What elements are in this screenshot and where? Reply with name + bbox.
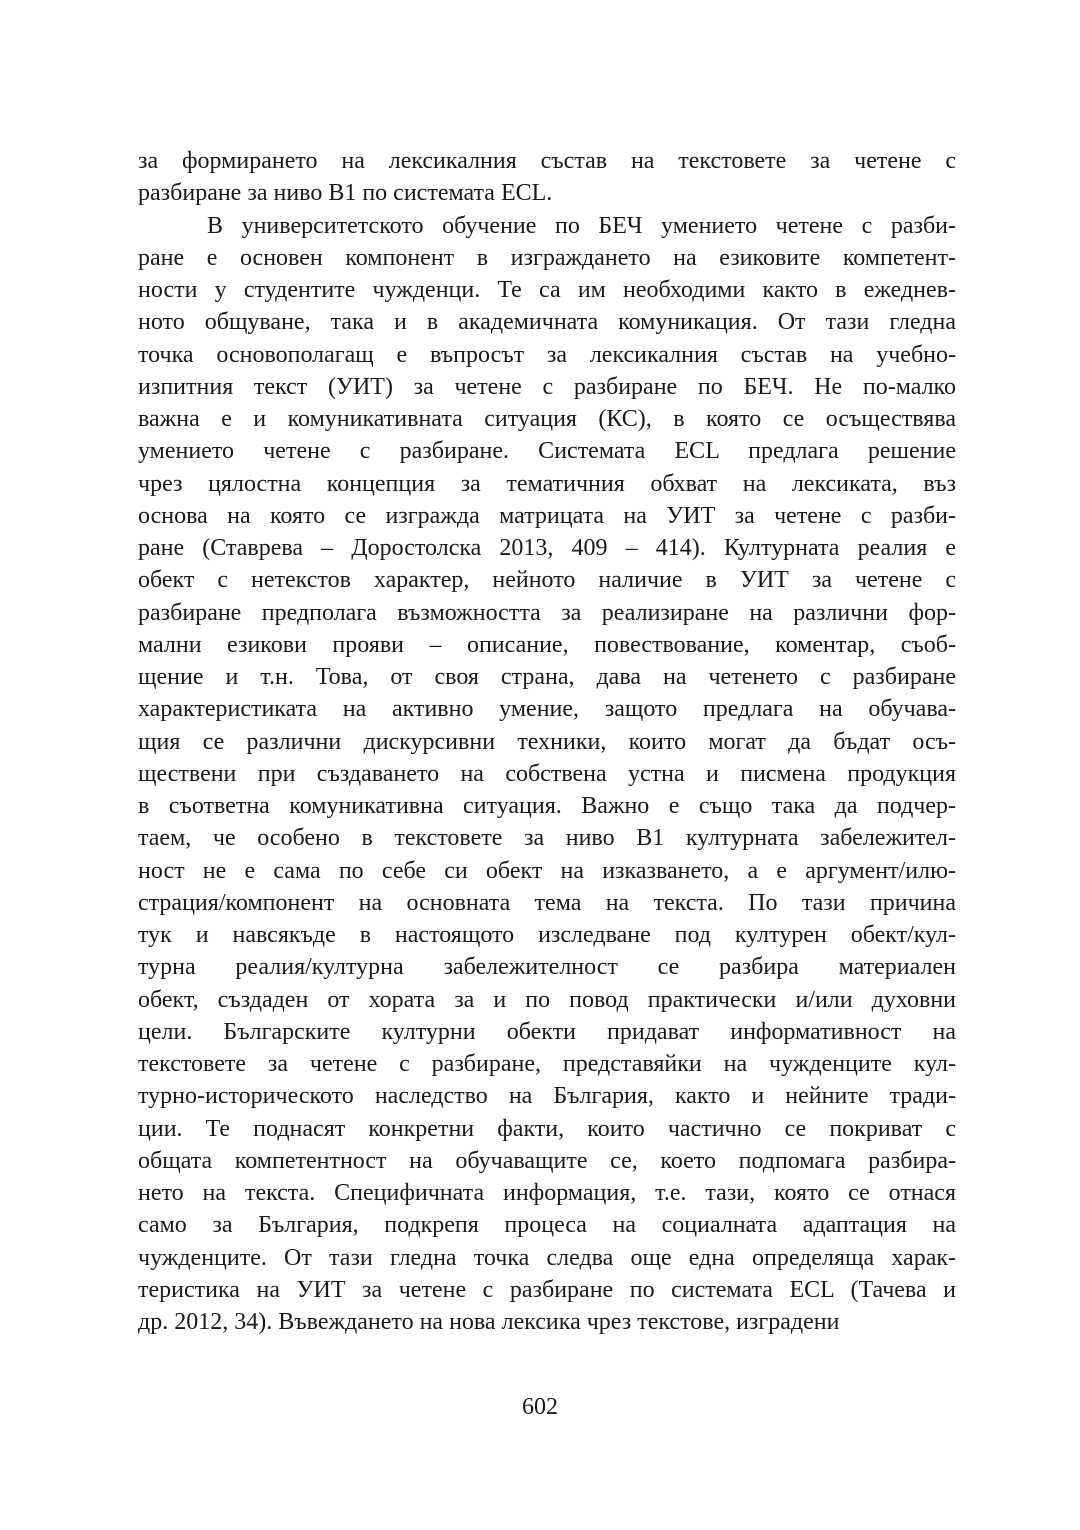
text-line: страция/компонент на основната тема на текста. По тази причина: [138, 889, 956, 916]
text-line: само за България, подкрепя процеса на социалната адаптация на: [138, 1212, 956, 1239]
text-line: нето на текста. Специфичната информация, т.е. тази, която се отнася: [138, 1180, 956, 1206]
text-line: щия се различни дискурсивни техники, които могат да бъдат осъ-: [138, 728, 956, 755]
text-line: умението четене с разбиране. Системата ECL предлага решение: [138, 438, 956, 465]
page-number: 602: [522, 1394, 558, 1420]
body-text: [138, 145, 956, 1338]
text-line: теристика на УИТ за четене с разбиране по системата ECL (Тачева и: [138, 1276, 956, 1303]
text-line: ното общуване, така и в академичната комуникация. От тази гледна: [138, 309, 956, 336]
text-line: в съответна комуникативна ситуация. Важно е също така да подчер-: [138, 793, 956, 819]
text-line: основа на която се изгражда матрицата на УИТ за четене с разби-: [138, 502, 956, 529]
text-line: чрез цялостна концепция за тематичния обхват на лексиката, въз: [138, 470, 956, 497]
text-line: чужденците. От тази гледна точка следва още една определяща харак-: [138, 1244, 956, 1271]
text-line: за формирането на лексикалния състав на текстовете за четене с: [138, 148, 956, 174]
text-line: общата компетентност на обучаващите се, което подпомага разбира-: [138, 1147, 956, 1174]
text-line: текстовете за четене с разбиране, представяйки на чужденците кул-: [138, 1051, 956, 1077]
text-line: В университетското обучение по БЕЧ умението четене с разби-: [207, 212, 956, 239]
text-line: таем, че особено в текстовете за ниво В1 културната забележител-: [138, 825, 956, 852]
text-line: ществени при създаването на собствена устна и писмена продукция: [138, 760, 956, 787]
text-line: щение и т.н. Това, от своя страна, дава на четенето с разбиране: [138, 664, 956, 690]
text-line: разбиране предполага възможността за реализиране на различни фор-: [138, 599, 956, 626]
text-line: турна реалия/културна забележителност се разбира материален: [138, 954, 956, 981]
text-line: тук и навсякъде в настоящото изследване под културен обект/кул-: [138, 922, 956, 948]
text-line: ране е основен компонент в изграждането на езиковите компетент-: [138, 244, 956, 271]
text-line: обект с нетекстов характер, нейното наличие в УИТ за четене с: [138, 567, 956, 594]
text-line: ции. Те поднасят конкретни факти, които частично се покриват с: [138, 1115, 956, 1142]
text-line: обект, създаден от хората за и по повод практически и/или духовни: [138, 986, 956, 1013]
paragraph: [138, 145, 956, 210]
text-line: изпитния текст (УИТ) за четене с разбиране по БЕЧ. Не по-малко: [138, 373, 956, 400]
text-line: цели. Българските културни обекти придават информативност на: [138, 1018, 956, 1045]
text-line: точка основополагащ е въпросът за лексикалния състав на учебно-: [138, 341, 956, 368]
text-line: ране (Ставрева – Доростолска 2013, 409 – 414). Културната реалия е: [138, 535, 956, 561]
text-line: характеристиката на активно умение, защото предлага на обучава-: [138, 696, 956, 723]
text-line: турно-историческото наследство на България, както и нейните тради-: [138, 1083, 956, 1110]
text-line: мални езикови прояви – описание, повествование, коментар, съоб-: [138, 631, 956, 658]
text-line: ности у студентите чужденци. Те са им необходими както в ежеднев-: [138, 277, 956, 303]
text-line: др. 2012, 34). Въвеждането на нова лексика чрез текстове, изградени: [138, 1309, 840, 1335]
text-line: важна е и комуникативната ситуация (КС), в която се осъществява: [138, 406, 956, 432]
text-line: ност не е сама по себе си обект на изказването, а е аргумент/илю-: [138, 857, 956, 884]
paragraph: [138, 210, 956, 1339]
text-line: разбиране за ниво В1 по системата ECL.: [138, 180, 553, 207]
